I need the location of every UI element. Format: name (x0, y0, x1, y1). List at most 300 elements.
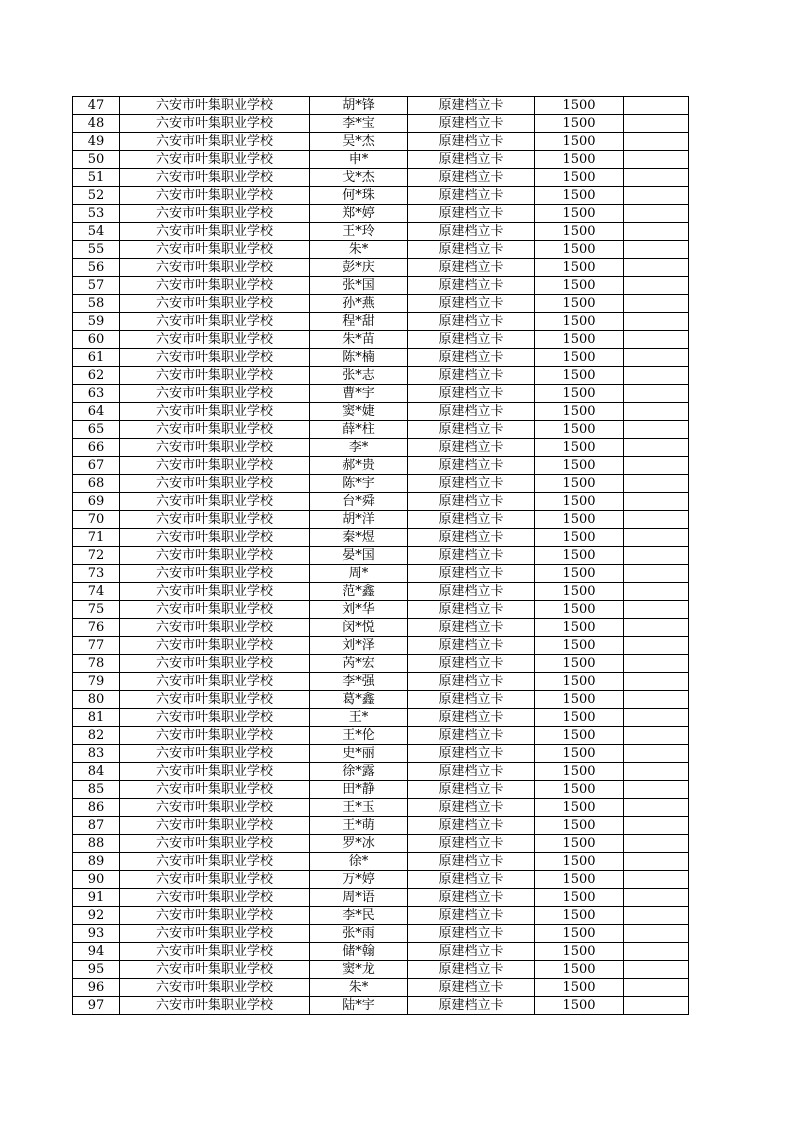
table-row (73, 853, 689, 871)
category-cell: 原建档立卡 (408, 853, 535, 871)
amount-cell: 1500 (535, 871, 624, 889)
table-row (73, 367, 689, 385)
category-cell: 原建档立卡 (408, 493, 535, 511)
row-number-cell: 82 (73, 727, 120, 745)
category-cell: 原建档立卡 (408, 439, 535, 457)
category-cell: 原建档立卡 (408, 997, 535, 1015)
row-number-cell: 67 (73, 457, 120, 475)
student-name-cell: 晏*国 (310, 547, 408, 565)
note-cell (624, 565, 689, 583)
row-number-cell: 75 (73, 601, 120, 619)
student-name-cell: 胡*洋 (310, 511, 408, 529)
note-cell (624, 979, 689, 997)
amount-cell: 1500 (535, 187, 624, 205)
table-row (73, 385, 689, 403)
school-cell: 六安市叶集职业学校 (120, 961, 310, 979)
amount-cell: 1500 (535, 313, 624, 331)
amount-cell: 1500 (535, 601, 624, 619)
row-number-cell: 86 (73, 799, 120, 817)
table-row (73, 151, 689, 169)
amount-cell: 1500 (535, 151, 624, 169)
category-cell: 原建档立卡 (408, 457, 535, 475)
note-cell (624, 583, 689, 601)
school-cell: 六安市叶集职业学校 (120, 601, 310, 619)
student-name-cell: 闵*悦 (310, 619, 408, 637)
row-number-cell: 84 (73, 763, 120, 781)
note-cell (624, 547, 689, 565)
student-name-cell: 王* (310, 709, 408, 727)
note-cell (624, 889, 689, 907)
school-cell: 六安市叶集职业学校 (120, 853, 310, 871)
school-cell: 六安市叶集职业学校 (120, 709, 310, 727)
row-number-cell: 74 (73, 583, 120, 601)
student-name-cell: 罗*冰 (310, 835, 408, 853)
row-number-cell: 79 (73, 673, 120, 691)
table-row (73, 907, 689, 925)
school-cell: 六安市叶集职业学校 (120, 727, 310, 745)
table-row (73, 205, 689, 223)
note-cell (624, 115, 689, 133)
school-cell: 六安市叶集职业学校 (120, 493, 310, 511)
table-row (73, 313, 689, 331)
note-cell (624, 961, 689, 979)
school-cell: 六安市叶集职业学校 (120, 979, 310, 997)
table-row (73, 637, 689, 655)
note-cell (624, 529, 689, 547)
category-cell: 原建档立卡 (408, 97, 535, 115)
row-number-cell: 91 (73, 889, 120, 907)
table-row (73, 979, 689, 997)
table-row (73, 943, 689, 961)
note-cell (624, 259, 689, 277)
row-number-cell: 93 (73, 925, 120, 943)
school-cell: 六安市叶集职业学校 (120, 97, 310, 115)
table-row (73, 709, 689, 727)
student-name-cell: 李*宝 (310, 115, 408, 133)
student-name-cell: 窦*龙 (310, 961, 408, 979)
school-cell: 六安市叶集职业学校 (120, 745, 310, 763)
category-cell: 原建档立卡 (408, 655, 535, 673)
note-cell (624, 511, 689, 529)
table-row (73, 601, 689, 619)
category-cell: 原建档立卡 (408, 601, 535, 619)
category-cell: 原建档立卡 (408, 691, 535, 709)
table-row (73, 727, 689, 745)
amount-cell: 1500 (535, 511, 624, 529)
table-row (73, 295, 689, 313)
student-name-cell: 胡*锋 (310, 97, 408, 115)
amount-cell: 1500 (535, 457, 624, 475)
note-cell (624, 385, 689, 403)
student-name-cell: 薛*柱 (310, 421, 408, 439)
note-cell (624, 691, 689, 709)
school-cell: 六安市叶集职业学校 (120, 259, 310, 277)
student-name-cell: 储*翰 (310, 943, 408, 961)
note-cell (624, 619, 689, 637)
school-cell: 六安市叶集职业学校 (120, 313, 310, 331)
school-cell: 六安市叶集职业学校 (120, 133, 310, 151)
row-number-cell: 69 (73, 493, 120, 511)
note-cell (624, 349, 689, 367)
school-cell: 六安市叶集职业学校 (120, 439, 310, 457)
category-cell: 原建档立卡 (408, 565, 535, 583)
student-name-cell: 窦*婕 (310, 403, 408, 421)
category-cell: 原建档立卡 (408, 943, 535, 961)
student-name-cell: 万*婷 (310, 871, 408, 889)
school-cell: 六安市叶集职业学校 (120, 565, 310, 583)
table-row (73, 421, 689, 439)
category-cell: 原建档立卡 (408, 349, 535, 367)
row-number-cell: 80 (73, 691, 120, 709)
student-name-cell: 郑*婷 (310, 205, 408, 223)
row-number-cell: 58 (73, 295, 120, 313)
table-row (73, 871, 689, 889)
note-cell (624, 151, 689, 169)
table-row (73, 349, 689, 367)
row-number-cell: 47 (73, 97, 120, 115)
student-name-cell: 张*雨 (310, 925, 408, 943)
amount-cell: 1500 (535, 169, 624, 187)
student-name-cell: 王*萌 (310, 817, 408, 835)
amount-cell: 1500 (535, 97, 624, 115)
amount-cell: 1500 (535, 655, 624, 673)
category-cell: 原建档立卡 (408, 241, 535, 259)
student-name-cell: 葛*鑫 (310, 691, 408, 709)
school-cell: 六安市叶集职业学校 (120, 637, 310, 655)
row-number-cell: 51 (73, 169, 120, 187)
note-cell (624, 727, 689, 745)
note-cell (624, 925, 689, 943)
school-cell: 六安市叶集职业学校 (120, 169, 310, 187)
amount-cell: 1500 (535, 799, 624, 817)
row-number-cell: 63 (73, 385, 120, 403)
row-number-cell: 70 (73, 511, 120, 529)
note-cell (624, 97, 689, 115)
category-cell: 原建档立卡 (408, 259, 535, 277)
category-cell: 原建档立卡 (408, 115, 535, 133)
amount-cell: 1500 (535, 223, 624, 241)
student-name-cell: 王*玲 (310, 223, 408, 241)
school-cell: 六安市叶集职业学校 (120, 223, 310, 241)
amount-cell: 1500 (535, 853, 624, 871)
note-cell (624, 745, 689, 763)
amount-cell: 1500 (535, 565, 624, 583)
amount-cell: 1500 (535, 475, 624, 493)
table-row (73, 115, 689, 133)
note-cell (624, 223, 689, 241)
amount-cell: 1500 (535, 979, 624, 997)
school-cell: 六安市叶集职业学校 (120, 295, 310, 313)
table-row (73, 655, 689, 673)
note-cell (624, 403, 689, 421)
note-cell (624, 907, 689, 925)
table-row (73, 97, 689, 115)
row-number-cell: 50 (73, 151, 120, 169)
amount-cell: 1500 (535, 619, 624, 637)
category-cell: 原建档立卡 (408, 979, 535, 997)
row-number-cell: 48 (73, 115, 120, 133)
note-cell (624, 169, 689, 187)
category-cell: 原建档立卡 (408, 781, 535, 799)
amount-cell: 1500 (535, 259, 624, 277)
amount-cell: 1500 (535, 205, 624, 223)
note-cell (624, 331, 689, 349)
row-number-cell: 66 (73, 439, 120, 457)
table-row (73, 745, 689, 763)
student-name-cell: 彭*庆 (310, 259, 408, 277)
category-cell: 原建档立卡 (408, 277, 535, 295)
school-cell: 六安市叶集职业学校 (120, 241, 310, 259)
category-cell: 原建档立卡 (408, 817, 535, 835)
category-cell: 原建档立卡 (408, 403, 535, 421)
school-cell: 六安市叶集职业学校 (120, 331, 310, 349)
school-cell: 六安市叶集职业学校 (120, 997, 310, 1015)
student-name-cell: 申* (310, 151, 408, 169)
amount-cell: 1500 (535, 709, 624, 727)
row-number-cell: 59 (73, 313, 120, 331)
student-name-cell: 田*静 (310, 781, 408, 799)
note-cell (624, 439, 689, 457)
amount-cell: 1500 (535, 403, 624, 421)
note-cell (624, 655, 689, 673)
student-name-cell: 吴*杰 (310, 133, 408, 151)
subsidy-table (72, 96, 689, 1015)
row-number-cell: 60 (73, 331, 120, 349)
row-number-cell: 52 (73, 187, 120, 205)
note-cell (624, 475, 689, 493)
amount-cell: 1500 (535, 115, 624, 133)
row-number-cell: 90 (73, 871, 120, 889)
school-cell: 六安市叶集职业学校 (120, 205, 310, 223)
student-name-cell: 李*强 (310, 673, 408, 691)
table-row (73, 403, 689, 421)
amount-cell: 1500 (535, 817, 624, 835)
row-number-cell: 76 (73, 619, 120, 637)
note-cell (624, 781, 689, 799)
table-row (73, 457, 689, 475)
category-cell: 原建档立卡 (408, 673, 535, 691)
category-cell: 原建档立卡 (408, 151, 535, 169)
school-cell: 六安市叶集职业学校 (120, 547, 310, 565)
school-cell: 六安市叶集职业学校 (120, 889, 310, 907)
student-name-cell: 陈*宇 (310, 475, 408, 493)
table-row (73, 547, 689, 565)
student-name-cell: 刘*华 (310, 601, 408, 619)
student-name-cell: 何*珠 (310, 187, 408, 205)
category-cell: 原建档立卡 (408, 223, 535, 241)
amount-cell: 1500 (535, 763, 624, 781)
note-cell (624, 817, 689, 835)
row-number-cell: 95 (73, 961, 120, 979)
amount-cell: 1500 (535, 349, 624, 367)
school-cell: 六安市叶集职业学校 (120, 763, 310, 781)
row-number-cell: 87 (73, 817, 120, 835)
category-cell: 原建档立卡 (408, 961, 535, 979)
table-row (73, 133, 689, 151)
note-cell (624, 367, 689, 385)
table-row (73, 961, 689, 979)
note-cell (624, 601, 689, 619)
category-cell: 原建档立卡 (408, 169, 535, 187)
note-cell (624, 673, 689, 691)
amount-cell: 1500 (535, 943, 624, 961)
category-cell: 原建档立卡 (408, 133, 535, 151)
row-number-cell: 77 (73, 637, 120, 655)
school-cell: 六安市叶集职业学校 (120, 943, 310, 961)
amount-cell: 1500 (535, 367, 624, 385)
row-number-cell: 53 (73, 205, 120, 223)
table-row (73, 439, 689, 457)
table-row (73, 169, 689, 187)
amount-cell: 1500 (535, 673, 624, 691)
row-number-cell: 96 (73, 979, 120, 997)
note-cell (624, 277, 689, 295)
student-name-cell: 周* (310, 565, 408, 583)
category-cell: 原建档立卡 (408, 835, 535, 853)
row-number-cell: 49 (73, 133, 120, 151)
table-row (73, 493, 689, 511)
category-cell: 原建档立卡 (408, 295, 535, 313)
school-cell: 六安市叶集职业学校 (120, 421, 310, 439)
student-name-cell: 李* (310, 439, 408, 457)
note-cell (624, 313, 689, 331)
amount-cell: 1500 (535, 583, 624, 601)
student-name-cell: 范*鑫 (310, 583, 408, 601)
amount-cell: 1500 (535, 493, 624, 511)
row-number-cell: 62 (73, 367, 120, 385)
student-name-cell: 王*伦 (310, 727, 408, 745)
student-name-cell: 台*舜 (310, 493, 408, 511)
school-cell: 六安市叶集职业学校 (120, 817, 310, 835)
row-number-cell: 55 (73, 241, 120, 259)
note-cell (624, 637, 689, 655)
note-cell (624, 295, 689, 313)
amount-cell: 1500 (535, 547, 624, 565)
row-number-cell: 54 (73, 223, 120, 241)
student-name-cell: 徐* (310, 853, 408, 871)
school-cell: 六安市叶集职业学校 (120, 187, 310, 205)
row-number-cell: 81 (73, 709, 120, 727)
note-cell (624, 799, 689, 817)
student-name-cell: 陆*宇 (310, 997, 408, 1015)
category-cell: 原建档立卡 (408, 385, 535, 403)
category-cell: 原建档立卡 (408, 313, 535, 331)
note-cell (624, 457, 689, 475)
student-name-cell: 郝*贵 (310, 457, 408, 475)
student-name-cell: 曹*宇 (310, 385, 408, 403)
row-number-cell: 61 (73, 349, 120, 367)
row-number-cell: 89 (73, 853, 120, 871)
amount-cell: 1500 (535, 997, 624, 1015)
table-body (73, 97, 689, 1015)
school-cell: 六安市叶集职业学校 (120, 799, 310, 817)
table-row (73, 565, 689, 583)
note-cell (624, 421, 689, 439)
school-cell: 六安市叶集职业学校 (120, 781, 310, 799)
table-row (73, 619, 689, 637)
category-cell: 原建档立卡 (408, 637, 535, 655)
student-name-cell: 朱* (310, 979, 408, 997)
note-cell (624, 871, 689, 889)
school-cell: 六安市叶集职业学校 (120, 871, 310, 889)
table-row (73, 997, 689, 1015)
category-cell: 原建档立卡 (408, 871, 535, 889)
row-number-cell: 65 (73, 421, 120, 439)
student-name-cell: 刘*泽 (310, 637, 408, 655)
category-cell: 原建档立卡 (408, 367, 535, 385)
row-number-cell: 71 (73, 529, 120, 547)
table-row (73, 691, 689, 709)
school-cell: 六安市叶集职业学校 (120, 583, 310, 601)
row-number-cell: 56 (73, 259, 120, 277)
amount-cell: 1500 (535, 241, 624, 259)
note-cell (624, 835, 689, 853)
school-cell: 六安市叶集职业学校 (120, 925, 310, 943)
category-cell: 原建档立卡 (408, 745, 535, 763)
student-name-cell: 程*甜 (310, 313, 408, 331)
category-cell: 原建档立卡 (408, 709, 535, 727)
category-cell: 原建档立卡 (408, 421, 535, 439)
category-cell: 原建档立卡 (408, 907, 535, 925)
student-name-cell: 戈*杰 (310, 169, 408, 187)
amount-cell: 1500 (535, 961, 624, 979)
school-cell: 六安市叶集职业学校 (120, 151, 310, 169)
school-cell: 六安市叶集职业学校 (120, 475, 310, 493)
category-cell: 原建档立卡 (408, 547, 535, 565)
category-cell: 原建档立卡 (408, 763, 535, 781)
category-cell: 原建档立卡 (408, 727, 535, 745)
school-cell: 六安市叶集职业学校 (120, 835, 310, 853)
note-cell (624, 709, 689, 727)
category-cell: 原建档立卡 (408, 331, 535, 349)
amount-cell: 1500 (535, 295, 624, 313)
category-cell: 原建档立卡 (408, 475, 535, 493)
table-row (73, 241, 689, 259)
amount-cell: 1500 (535, 925, 624, 943)
school-cell: 六安市叶集职业学校 (120, 529, 310, 547)
table-row (73, 511, 689, 529)
school-cell: 六安市叶集职业学校 (120, 277, 310, 295)
table-row (73, 799, 689, 817)
table-row (73, 331, 689, 349)
school-cell: 六安市叶集职业学校 (120, 511, 310, 529)
student-name-cell: 张*志 (310, 367, 408, 385)
amount-cell: 1500 (535, 421, 624, 439)
category-cell: 原建档立卡 (408, 925, 535, 943)
category-cell: 原建档立卡 (408, 889, 535, 907)
amount-cell: 1500 (535, 133, 624, 151)
row-number-cell: 78 (73, 655, 120, 673)
category-cell: 原建档立卡 (408, 187, 535, 205)
row-number-cell: 92 (73, 907, 120, 925)
table-row (73, 673, 689, 691)
amount-cell: 1500 (535, 691, 624, 709)
school-cell: 六安市叶集职业学校 (120, 691, 310, 709)
amount-cell: 1500 (535, 439, 624, 457)
table-row (73, 277, 689, 295)
school-cell: 六安市叶集职业学校 (120, 367, 310, 385)
table-row (73, 259, 689, 277)
school-cell: 六安市叶集职业学校 (120, 619, 310, 637)
row-number-cell: 72 (73, 547, 120, 565)
school-cell: 六安市叶集职业学校 (120, 457, 310, 475)
row-number-cell: 68 (73, 475, 120, 493)
note-cell (624, 187, 689, 205)
amount-cell: 1500 (535, 781, 624, 799)
student-name-cell: 张*国 (310, 277, 408, 295)
row-number-cell: 57 (73, 277, 120, 295)
student-name-cell: 史*丽 (310, 745, 408, 763)
